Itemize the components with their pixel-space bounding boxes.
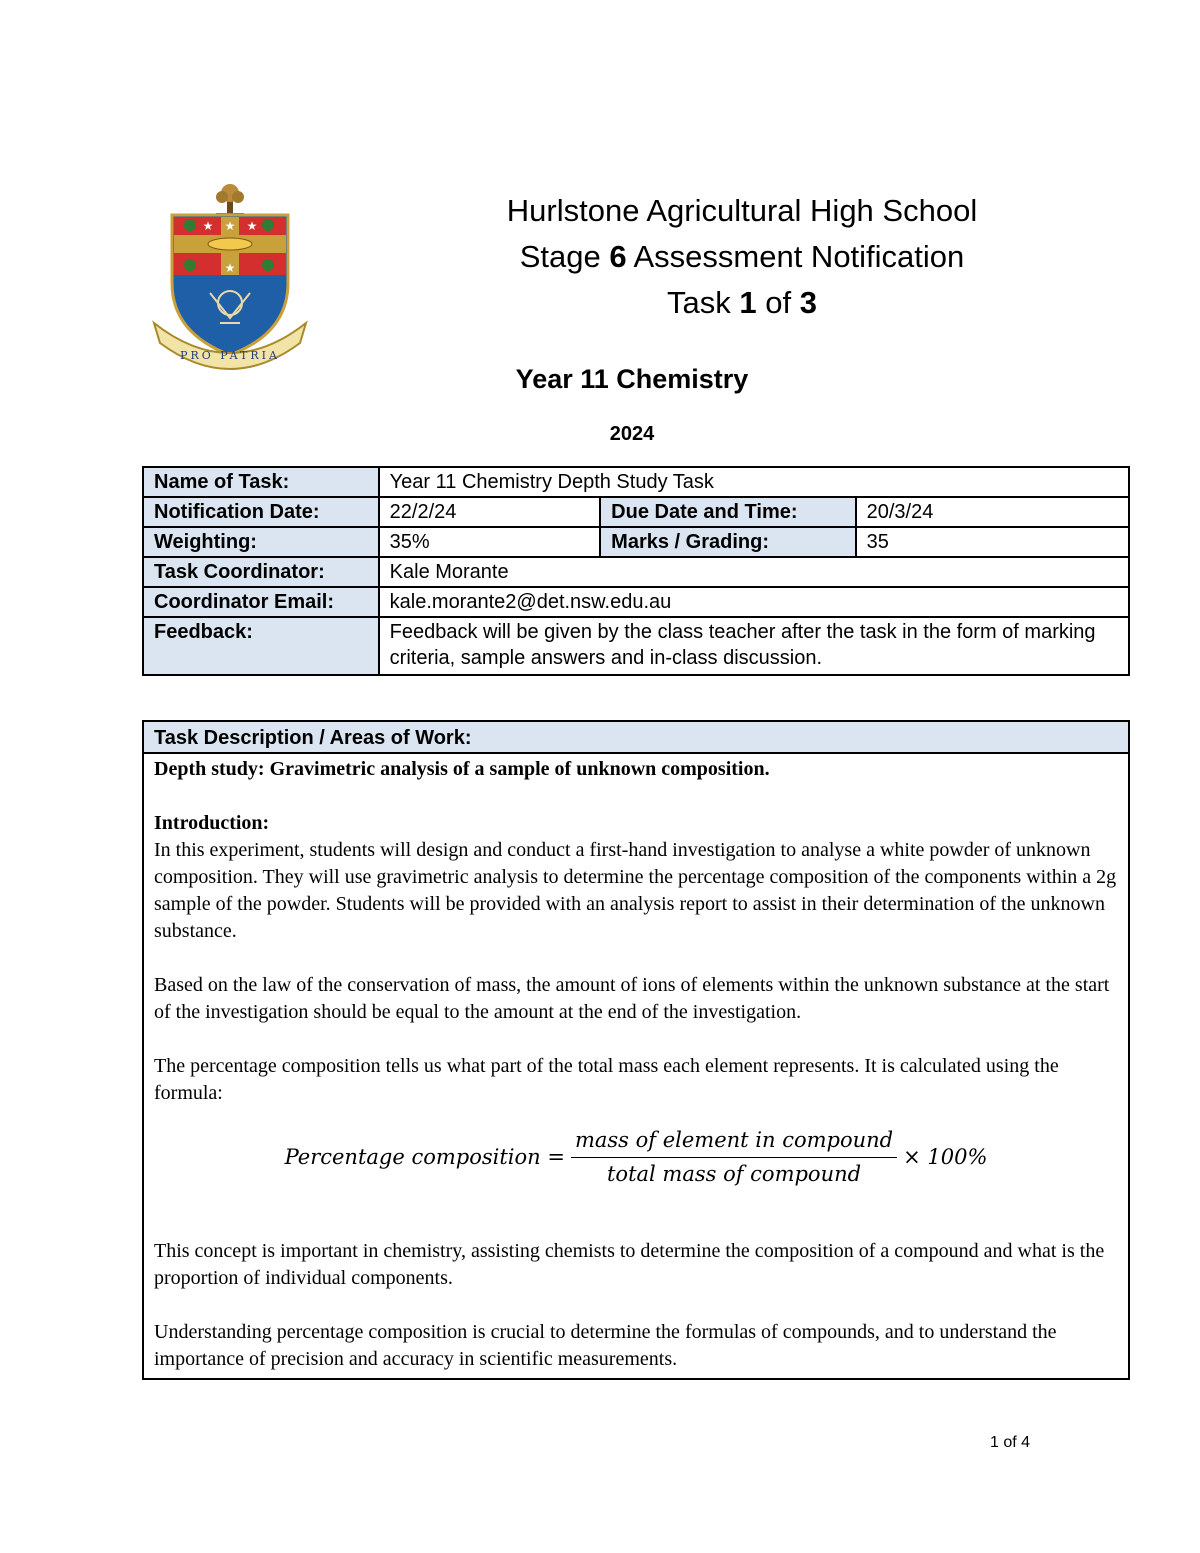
introduction-text: In this experiment, students will design and conduct a first-hand investigation to analyse a white powder of unknown composition. They will use gravimetric analysis to determine the percentage composition of the components within a 2g sample of the powder. Students will be provided with an analysis report to assist in their determination of the unknown substance. [154, 839, 1117, 942]
notification-date-value: 22/2/24 [379, 497, 601, 527]
task-number: 1 [739, 285, 757, 320]
document-header [440, 188, 1044, 326]
table-row [143, 617, 1129, 675]
svg-text:★: ★ [246, 219, 258, 233]
formula-fraction [571, 1127, 897, 1188]
task-info-table [142, 466, 1130, 676]
task-description-body [144, 754, 1128, 1373]
table-row [143, 557, 1129, 587]
introduction-section [154, 810, 1118, 945]
task-description-box [142, 720, 1130, 1380]
task-description-heading: Task Description / Areas of Work: [144, 722, 1128, 754]
formula-denominator: total mass of compound [606, 1162, 862, 1186]
conservation-paragraph: Based on the law of the conservation of mass, the amount of ions of elements within the unknown substance at the start of the investigation should be equal to the amount at the end of the investigation. [154, 974, 1110, 1023]
school-name: Hurlstone Agricultural High School [506, 193, 978, 228]
task-number-line: Task 1 of 3 [667, 285, 817, 320]
marks-grading-label: Marks / Grading: [600, 527, 855, 557]
page-number: 1 of 4 [990, 1434, 1031, 1451]
task-coordinator-label: Task Coordinator: [143, 557, 379, 587]
depth-study-title: Depth study: Gravimetric analysis of a sample of unknown composition. [154, 758, 770, 780]
svg-text:PRO PATRIA: PRO PATRIA [180, 349, 280, 362]
assessment-notification-title: Stage 6 Assessment Notification [519, 239, 965, 274]
percentage-composition-formula [154, 1127, 1118, 1188]
feedback-value: Feedback will be given by the class teacher after the task in the form of marking criteria, sample answers and in-class discussion. [379, 617, 1129, 675]
marks-grading-value: 35 [856, 527, 1129, 557]
stage-number: 6 [609, 239, 627, 274]
task-total: 3 [799, 285, 817, 320]
name-of-task-label: Name of Task: [143, 467, 379, 497]
crest-tree-icon [216, 184, 244, 218]
understanding-paragraph: Understanding percentage composition is crucial to determine the formulas of compounds, and to understand the importance of precision and accuracy in scientific measurements. [154, 1321, 1057, 1370]
table-row [143, 527, 1129, 557]
table-row [143, 467, 1129, 497]
table-row [143, 587, 1129, 617]
coordinator-email-label: Coordinator Email: [143, 587, 379, 617]
svg-text:★: ★ [224, 261, 236, 275]
school-crest-logo [150, 183, 310, 373]
concept-importance-paragraph: This concept is important in chemistry, assisting chemists to determine the composition of a compound and what is the proportion of individual components. [154, 1240, 1105, 1289]
due-date-label: Due Date and Time: [600, 497, 855, 527]
feedback-label: Feedback: [143, 617, 379, 675]
subject-title: Year 11 Chemistry [515, 364, 749, 394]
formula-numerator: mass of element in compound [571, 1127, 897, 1158]
weighting-value: 35% [379, 527, 601, 557]
formula-rhs: × 100% [903, 1145, 988, 1169]
svg-text:★: ★ [224, 219, 236, 233]
name-of-task-value: Year 11 Chemistry Depth Study Task [379, 467, 1129, 497]
notification-date-label: Notification Date: [143, 497, 379, 527]
coordinator-email-value: kale.morante2@det.nsw.edu.au [379, 587, 1129, 617]
formula-lhs: Percentage composition = [284, 1145, 565, 1169]
svg-text:★: ★ [202, 219, 214, 233]
percentage-paragraph: The percentage composition tells us what part of the total mass each element represents. It is calculated using the formula: [154, 1055, 1059, 1104]
table-row [143, 497, 1129, 527]
year-label: 2024 [609, 423, 655, 445]
introduction-label: Introduction: [154, 812, 270, 834]
due-date-value: 20/3/24 [856, 497, 1129, 527]
task-coordinator-value: Kale Morante [379, 557, 1129, 587]
weighting-label: Weighting: [143, 527, 379, 557]
